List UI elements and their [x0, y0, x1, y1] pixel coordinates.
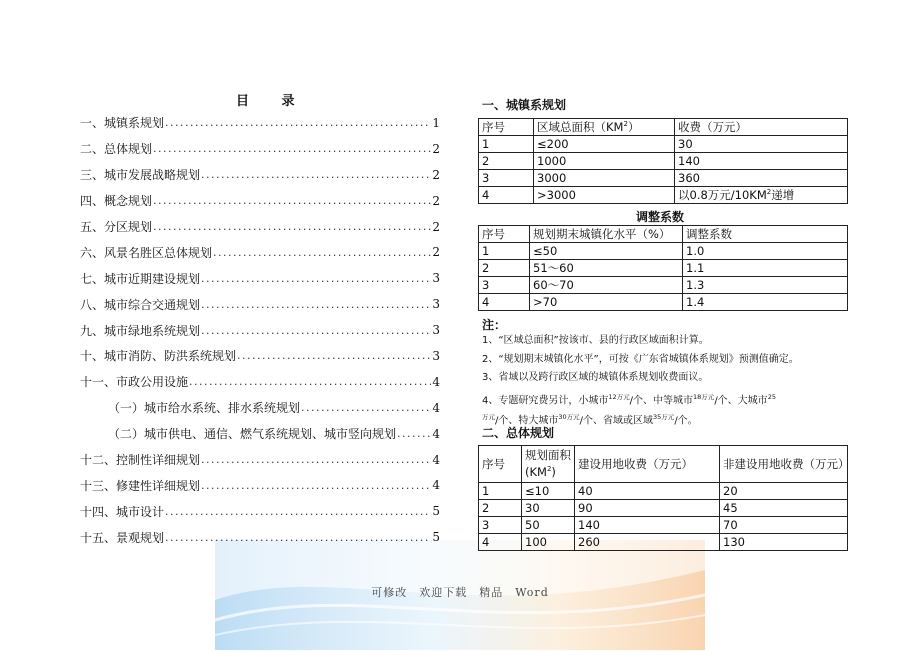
- table-cell: 规划面积$(KM^2)$: [522, 446, 575, 483]
- toc-entry[interactable]: 八、城市综合交通规划 ..... 3: [80, 291, 440, 317]
- table-cell: 130: [720, 534, 848, 551]
- table-cell: 30: [675, 136, 848, 153]
- table-cell: 区域总面积$(KM^2)$: [534, 119, 675, 136]
- table-row: [479, 277, 848, 294]
- adjustment-table: [478, 225, 848, 311]
- table-cell: 2: [479, 260, 530, 277]
- toc-entry[interactable]: 一、城镇系规划 ..... 1: [80, 110, 440, 136]
- toc-entry[interactable]: 十、城市消防、防洪系统规划 ..... 3: [80, 343, 440, 369]
- table-cell: 2: [479, 500, 522, 517]
- toc-entry[interactable]: 十一、市政公用设施 ..... 4: [80, 369, 440, 395]
- notes-heading: 注：: [482, 318, 507, 332]
- adjustment-caption: 调整系数: [636, 210, 685, 224]
- toc-entry[interactable]: 四、概念规划 ..... 2: [80, 188, 440, 214]
- toc-entry[interactable]: 十四、城市设计 ..... 5: [80, 498, 440, 524]
- table-cell: ≤10: [522, 483, 575, 500]
- table-cell: 建设用地收费（万元）: [575, 446, 720, 483]
- table-cell: 20: [720, 483, 848, 500]
- toc-entry[interactable]: 五、分区规划 ..... 2: [80, 214, 440, 240]
- table-header-row: [479, 446, 848, 483]
- toc-title: 目 录: [236, 94, 309, 109]
- table-cell: 收费（万元）: [675, 119, 848, 136]
- table-cell: 4: [479, 534, 522, 551]
- note-4-cont: $^{万元}$/个、特大城市$^{30万元}$/个、省域或区域$^{35万元}$/个。: [482, 413, 698, 427]
- table-row: [479, 243, 848, 260]
- table-row: [479, 500, 848, 517]
- table-row: [479, 517, 848, 534]
- table-cell: 4: [479, 187, 534, 204]
- table-cell: 45: [720, 500, 848, 517]
- toc-entry[interactable]: 十五、景观规划 ..... 5: [80, 524, 440, 550]
- overall-plan-fee-table: [478, 445, 848, 551]
- table-cell: >70: [530, 294, 683, 311]
- table-cell: >3000: [534, 187, 675, 204]
- table-cell: 260: [575, 534, 720, 551]
- toc-subentry[interactable]: （一）城市给水系统、排水系统规划 ..... 4: [80, 395, 440, 421]
- table-cell: 40: [575, 483, 720, 500]
- footer-watermark-text: 可修改 欢迎下载 精品 Word: [371, 586, 549, 599]
- table-cell: 1: [479, 136, 534, 153]
- table-cell: 3: [479, 517, 522, 534]
- table-cell: ≤200: [534, 136, 675, 153]
- table-cell: 70: [720, 517, 848, 534]
- table-cell: 序号: [479, 119, 534, 136]
- note-1: 1、“区域总面积”按该市、县的行政区域面积计算。: [482, 335, 709, 346]
- toc-entry[interactable]: 十二、控制性详细规划 ..... 4: [80, 447, 440, 473]
- toc-subentry[interactable]: （二）城市供电、通信、燃气系统规划、城市竖向规划 ..... 4: [80, 421, 440, 447]
- table-row: [479, 187, 848, 204]
- table-of-contents: [80, 110, 440, 550]
- table-cell: 3: [479, 277, 530, 294]
- table-cell: 1.1: [683, 260, 848, 277]
- table-cell: 1.3: [683, 277, 848, 294]
- table-cell: 140: [575, 517, 720, 534]
- table-cell: 1000: [534, 153, 675, 170]
- table-cell: 以0.8万元$/10KM^2$递增: [675, 187, 848, 204]
- table-cell: 序号: [479, 226, 530, 243]
- table-cell: ≤50: [530, 243, 683, 260]
- table-row: [479, 153, 848, 170]
- table-cell: 1: [479, 483, 522, 500]
- table-cell: 50: [522, 517, 575, 534]
- toc-entry[interactable]: 十三、修建性详细规划 ..... 4: [80, 472, 440, 498]
- table-row: [479, 136, 848, 153]
- table-cell: 1.4: [683, 294, 848, 311]
- table-cell: 360: [675, 170, 848, 187]
- note-3: 3、省域以及跨行政区域的城镇体系规划收费面议。: [482, 372, 709, 383]
- table-cell: 60～70: [530, 277, 683, 294]
- table-cell: 100: [522, 534, 575, 551]
- note-4: 4、专题研究费另计，小城市$^{12万元}$/个、中等城市$^{18万元}$/个、大城市$^{25}$: [482, 392, 776, 406]
- table-cell: 1: [479, 243, 530, 260]
- toc-entry[interactable]: 七、城市近期建设规划 ..... 3: [80, 265, 440, 291]
- table-cell: 3000: [534, 170, 675, 187]
- table-cell: 非建设用地收费（万元）: [720, 446, 848, 483]
- section1-heading: 一、城镇系规划: [482, 98, 567, 112]
- table-cell: 90: [575, 500, 720, 517]
- table-cell: 51～60: [530, 260, 683, 277]
- table-row: [479, 294, 848, 311]
- table-cell: 1.0: [683, 243, 848, 260]
- table-row: [479, 534, 848, 551]
- table-cell: 调整系数: [683, 226, 848, 243]
- section2-heading: 二、总体规划: [482, 426, 555, 440]
- table-row: [479, 170, 848, 187]
- table-row: [479, 260, 848, 277]
- table-cell: 3: [479, 170, 534, 187]
- toc-entry[interactable]: 六、风景名胜区总体规划 ..... 2: [80, 239, 440, 265]
- table-header-row: [479, 226, 848, 243]
- fee-table-area: [478, 118, 848, 204]
- table-cell: 4: [479, 294, 530, 311]
- toc-entry[interactable]: 九、城市绿地系统规划 ..... 3: [80, 317, 440, 343]
- table-row: [479, 483, 848, 500]
- toc-entry[interactable]: 三、城市发展战略规划 ..... 2: [80, 162, 440, 188]
- table-cell: 规划期末城镇化水平（%）: [530, 226, 683, 243]
- table-cell: 140: [675, 153, 848, 170]
- note-2: 2、“规划期末城镇化水平”，可按《广东省城镇体系规划》预测值确定。: [482, 353, 799, 365]
- notes-block: [482, 318, 862, 429]
- table-cell: 2: [479, 153, 534, 170]
- table-header-row: [479, 119, 848, 136]
- toc-entry[interactable]: 二、总体规划 ..... 2: [80, 136, 440, 162]
- table-cell: 序号: [479, 446, 522, 483]
- table-cell: 30: [522, 500, 575, 517]
